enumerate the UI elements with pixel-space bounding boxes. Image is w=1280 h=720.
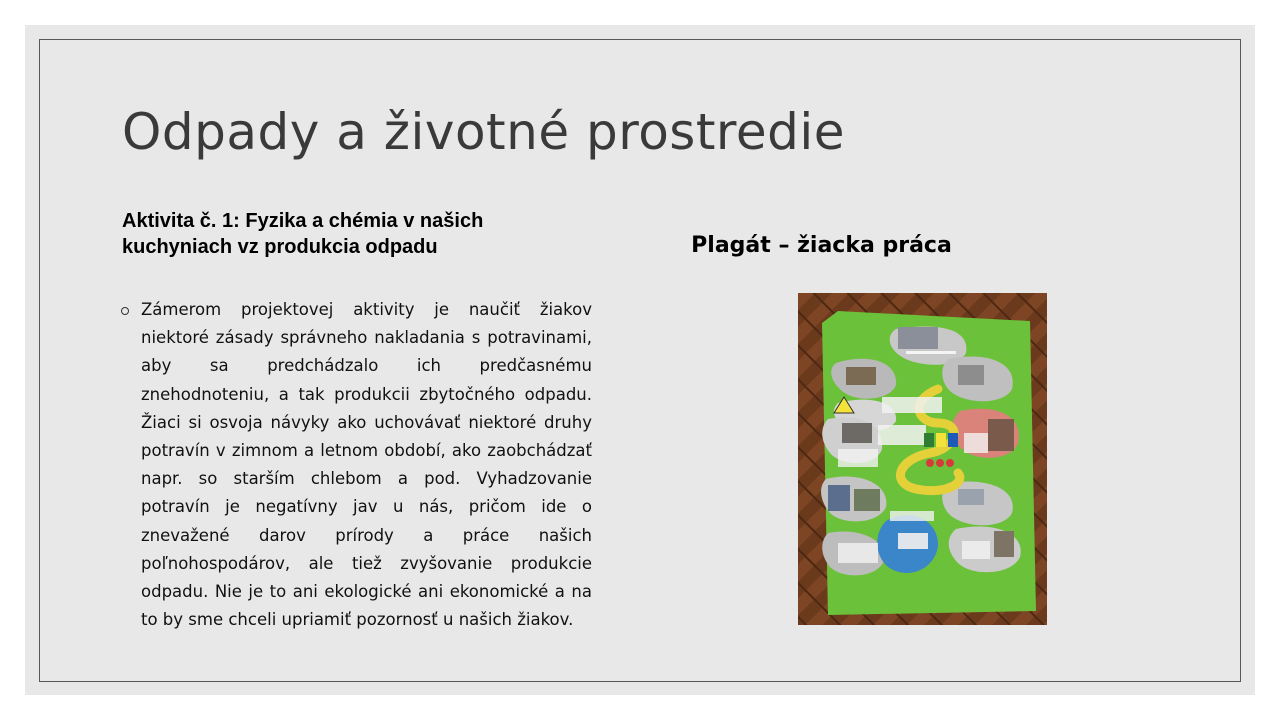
activity-description: Zámerom projektovej aktivity je naučiť žiakov niektoré zásady správneho nakladania s potravinami, aby sa predchádzalo ich predčasnému znehodnoteniu, a tak produkcii zbytočného odpadu. Žiaci si osvoja návyky ako uchovávať niektoré druhy potravín v zimnom a letnom období, ako zaobchádzať napr. so starším chlebom a pod. Vyhadzovanie potravín je negatívny jav u nás, pričom ide o znevažené darov prírody a práce našich poľnohospodárov, ale tiež zvyšovanie produkcie odpadu. Nie je to ani ekologické ani ekonomické a na to by sme chceli upriamiť pozornosť u našich žiakov.	[141, 300, 592, 630]
poster-photo	[798, 293, 1047, 625]
activity-subheading: Aktivita č. 1: Fyzika a chémia v našich kuchyniach vz produkcia odpadu	[122, 210, 484, 258]
bullet-icon	[121, 307, 129, 315]
slide	[25, 25, 1255, 695]
poster-caption: Plagát – žiacka práca	[691, 233, 952, 258]
poster-image-icon	[798, 293, 1047, 625]
slide-title: Odpady a životné prostredie	[122, 103, 846, 161]
